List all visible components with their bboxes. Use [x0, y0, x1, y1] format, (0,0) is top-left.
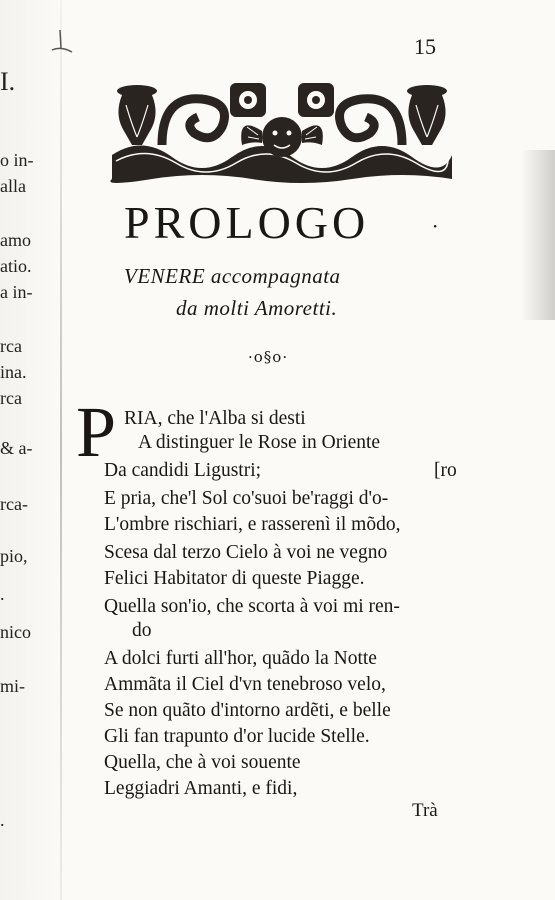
- prev-page-fragment: nico: [0, 622, 31, 642]
- prev-page-fragment: & a-: [0, 438, 33, 458]
- prev-page-fragment: mi-: [0, 676, 25, 696]
- fleuron-ornament: ·o§o·: [248, 348, 289, 366]
- gutter-shadow: [60, 0, 62, 900]
- verse-line: Scesa dal terzo Cielo à voi ne vegno: [104, 542, 388, 563]
- subtitle-line: da molti Amoretti.: [176, 296, 338, 320]
- prev-page-fragment: o in-: [0, 150, 34, 170]
- subtitle-line: VENERE accompagnata: [124, 264, 341, 288]
- prev-page-fragment: amo: [0, 230, 31, 250]
- prev-page-fragment: atio.: [0, 256, 32, 276]
- verse-line: Felici Habitator di queste Piagge.: [104, 568, 365, 589]
- verse-line: RIA, che l'Alba si desti: [124, 408, 306, 429]
- prev-page-fragment: .: [0, 810, 5, 830]
- prev-page-fragment: .: [0, 584, 5, 604]
- prologue-title: PROLOGO: [124, 197, 370, 248]
- prev-page-fragment: ina.: [0, 362, 27, 382]
- drop-cap: P: [76, 392, 117, 472]
- verse-line: Quella, che à voi souente: [104, 752, 301, 773]
- verse-line: A distinguer le Rose in Oriente: [138, 432, 381, 453]
- prev-page-fragment: rca: [0, 388, 22, 408]
- verse-line: Quella son'io, che scorta à voi mi ren-: [104, 596, 400, 617]
- verse-line: Se non quãto d'intorno ardẽti, e belle: [104, 700, 391, 721]
- title-mark: ·: [432, 214, 439, 238]
- catchword: Trà: [412, 800, 438, 821]
- verse-line: Ammãta il Ciel d'vn tenebroso velo,: [104, 674, 386, 695]
- prev-page-fragment: rca-: [0, 494, 28, 514]
- page-number: 15: [414, 34, 436, 59]
- verse-line: A dolci furti all'hor, quãdo la Notte: [104, 648, 377, 669]
- previous-page-edge: [0, 0, 62, 900]
- page-edge-shadow: [521, 150, 555, 320]
- prev-page-fragment: rca: [0, 336, 22, 356]
- verse-line: Leggiadri Amanti, e fidi,: [104, 778, 298, 799]
- prev-page-fragment: alla: [0, 176, 26, 196]
- prev-page-fragment: a in-: [0, 282, 33, 302]
- prev-page-fragment: I.: [0, 67, 16, 96]
- verse-line: Da candidi Ligustri;: [104, 460, 262, 481]
- verse-line: Gli fan trapunto d'or lucide Stelle.: [104, 726, 370, 747]
- verse-line-turnover: do: [132, 620, 152, 641]
- woodcut-headpiece: [102, 75, 462, 185]
- verse-line-turnover: [ro: [434, 460, 457, 481]
- prev-page-fragment: pio,: [0, 546, 28, 566]
- verse-line: L'ombre rischiari, e rasserenì il mõdo,: [104, 514, 401, 535]
- verse-line: E pria, che'l Sol co'suoi be'raggi d'o-: [104, 488, 389, 509]
- ink-mark: [48, 28, 74, 62]
